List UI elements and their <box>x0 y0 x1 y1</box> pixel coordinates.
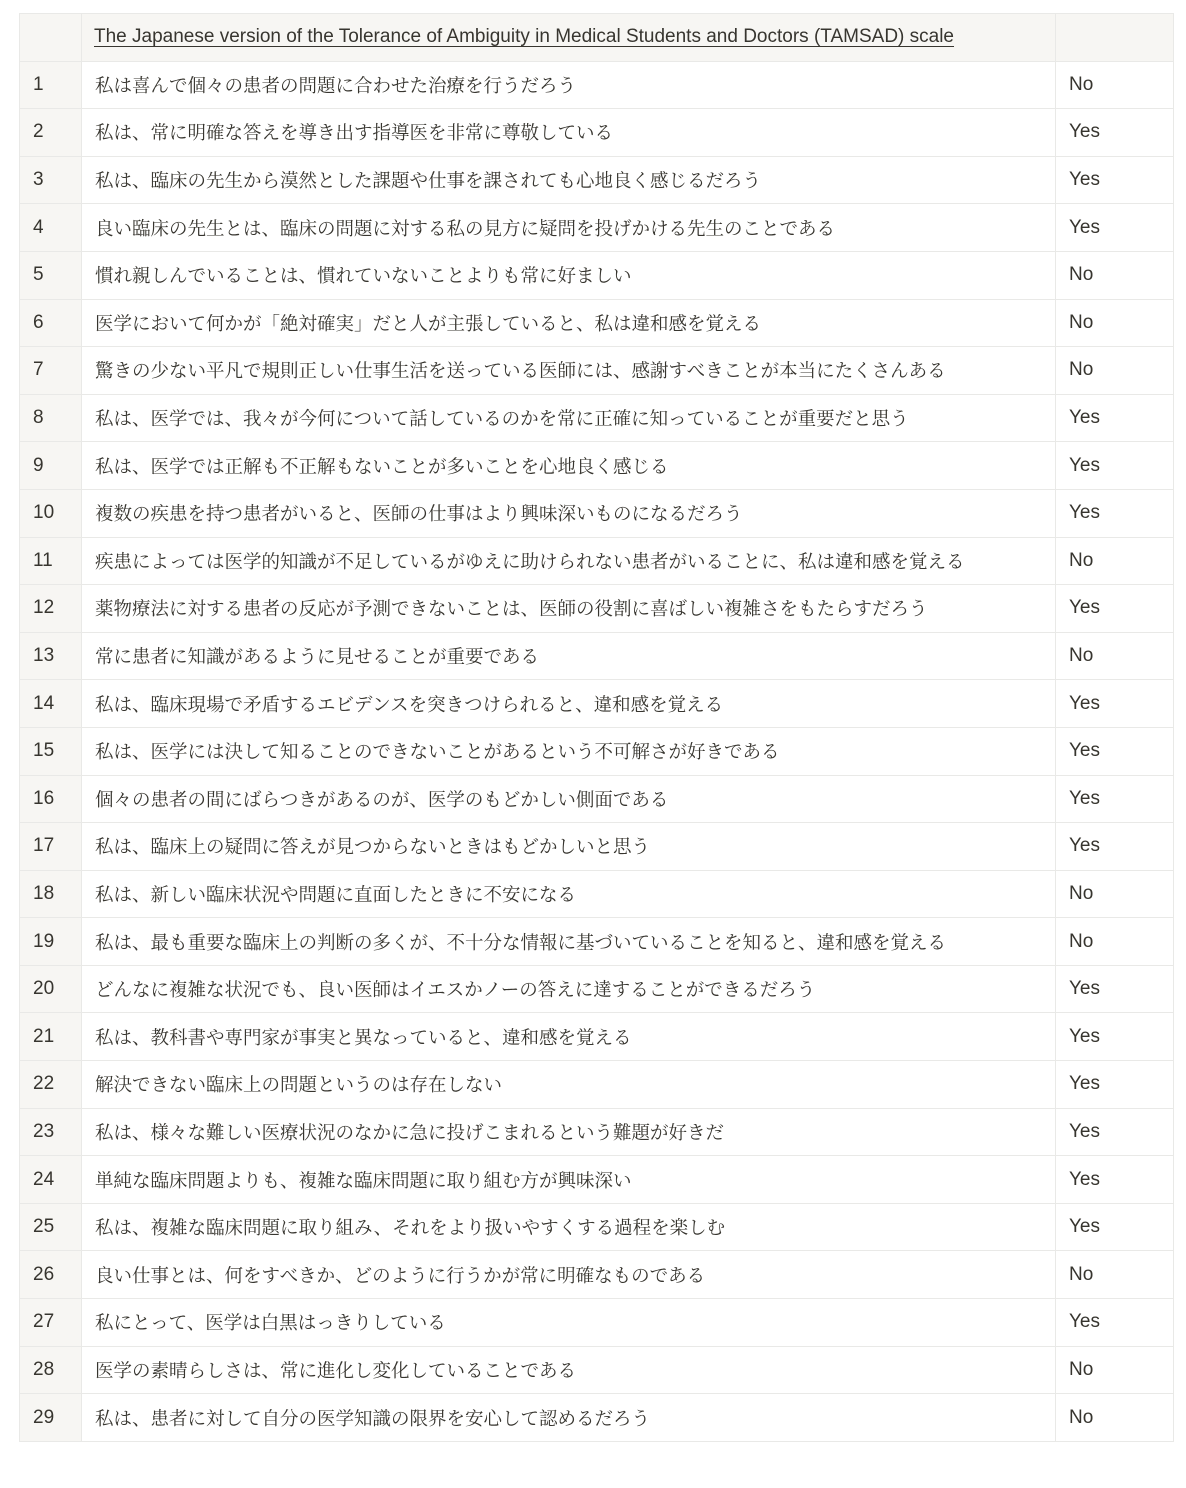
table-row <box>20 918 1174 966</box>
table-row <box>20 442 1174 490</box>
table-row <box>20 394 1174 442</box>
table-row <box>20 109 1174 157</box>
row-number-cell[interactable]: 29 <box>20 1394 82 1442</box>
answer-cell[interactable]: No <box>1056 299 1174 347</box>
row-number-cell[interactable]: 23 <box>20 1108 82 1156</box>
item-text-cell[interactable]: 個々の患者の間にばらつきがあるのが、医学のもどかしい側面である <box>82 775 1056 823</box>
table-row <box>20 204 1174 252</box>
table-row <box>20 632 1174 680</box>
answer-cell[interactable]: Yes <box>1056 442 1174 490</box>
answer-cell[interactable]: No <box>1056 61 1174 109</box>
answer-cell[interactable]: Yes <box>1056 585 1174 633</box>
row-number-cell[interactable]: 8 <box>20 394 82 442</box>
table-row <box>20 156 1174 204</box>
answer-cell[interactable]: Yes <box>1056 1108 1174 1156</box>
table-title: The Japanese version of the Tolerance of Ambiguity in Medical Students and Doctors (TAMSAD) scale <box>94 26 955 48</box>
row-number-cell[interactable]: 27 <box>20 1299 82 1347</box>
item-text-cell[interactable]: 良い臨床の先生とは、臨床の問題に対する私の見方に疑問を投げかける先生のことである <box>82 204 1056 252</box>
answer-cell[interactable]: No <box>1056 870 1174 918</box>
row-number-cell[interactable]: 28 <box>20 1346 82 1394</box>
answer-cell[interactable]: No <box>1056 537 1174 585</box>
item-text-cell[interactable]: 複数の疾患を持つ患者がいると、医師の仕事はより興味深いものになるだろう <box>82 489 1056 537</box>
table-row <box>20 489 1174 537</box>
table-row <box>20 1203 1174 1251</box>
row-number-cell[interactable]: 20 <box>20 965 82 1013</box>
item-text-cell[interactable]: 私にとって、医学は白黒はっきりしている <box>82 1299 1056 1347</box>
answer-cell[interactable]: Yes <box>1056 109 1174 157</box>
header-num-cell[interactable] <box>20 14 82 62</box>
row-number-cell[interactable]: 7 <box>20 347 82 395</box>
row-number-cell[interactable]: 13 <box>20 632 82 680</box>
row-number-cell[interactable]: 15 <box>20 727 82 775</box>
table-row <box>20 1061 1174 1109</box>
row-number-cell[interactable]: 18 <box>20 870 82 918</box>
answer-cell[interactable]: No <box>1056 1251 1174 1299</box>
answer-cell[interactable]: Yes <box>1056 1061 1174 1109</box>
item-text-cell[interactable]: どんなに複雑な状況でも、良い医師はイエスかノーの答えに達することができるだろう <box>82 965 1056 1013</box>
answer-cell[interactable]: No <box>1056 632 1174 680</box>
table-row <box>20 1108 1174 1156</box>
item-text-cell[interactable]: 医学において何かが「絶対確実」だと人が主張していると、私は違和感を覚える <box>82 299 1056 347</box>
row-number-cell[interactable]: 26 <box>20 1251 82 1299</box>
row-number-cell[interactable]: 11 <box>20 537 82 585</box>
answer-cell[interactable]: Yes <box>1056 727 1174 775</box>
item-text-cell[interactable]: 常に患者に知識があるように見せることが重要である <box>82 632 1056 680</box>
answer-cell[interactable]: Yes <box>1056 1013 1174 1061</box>
table-row <box>20 299 1174 347</box>
header-item-cell[interactable] <box>82 14 1056 62</box>
table-row <box>20 1346 1174 1394</box>
item-text-cell[interactable]: 解決できない臨床上の問題というのは存在しない <box>82 1061 1056 1109</box>
answer-cell[interactable]: No <box>1056 918 1174 966</box>
answer-cell[interactable]: Yes <box>1056 489 1174 537</box>
answer-cell[interactable]: Yes <box>1056 965 1174 1013</box>
table-row <box>20 823 1174 871</box>
row-number-cell[interactable]: 25 <box>20 1203 82 1251</box>
answer-cell[interactable]: Yes <box>1056 1203 1174 1251</box>
row-number-cell[interactable]: 19 <box>20 918 82 966</box>
row-number-cell[interactable]: 14 <box>20 680 82 728</box>
row-number-cell[interactable]: 3 <box>20 156 82 204</box>
item-text-cell[interactable]: 私は、様々な難しい医療状況のなかに急に投げこまれるという難題が好きだ <box>82 1108 1056 1156</box>
item-text-cell[interactable]: 私は、臨床現場で矛盾するエビデンスを突きつけられると、違和感を覚える <box>82 680 1056 728</box>
item-text-cell[interactable]: 私は、教科書や専門家が事実と異なっていると、違和感を覚える <box>82 1013 1056 1061</box>
table-row <box>20 1394 1174 1442</box>
table-row <box>20 251 1174 299</box>
table-row <box>20 680 1174 728</box>
row-number-cell[interactable]: 2 <box>20 109 82 157</box>
table-header-row <box>20 14 1174 62</box>
item-text-cell[interactable]: 私は、新しい臨床状況や問題に直面したときに不安になる <box>82 870 1056 918</box>
row-number-cell[interactable]: 1 <box>20 61 82 109</box>
row-number-cell[interactable]: 6 <box>20 299 82 347</box>
answer-cell[interactable]: No <box>1056 251 1174 299</box>
item-text-cell[interactable]: 私は、最も重要な臨床上の判断の多くが、不十分な情報に基づいていることを知ると、違和感を覚える <box>82 918 1056 966</box>
answer-cell[interactable]: Yes <box>1056 823 1174 871</box>
item-text-cell[interactable]: 慣れ親しんでいることは、慣れていないことよりも常に好ましい <box>82 251 1056 299</box>
answer-cell[interactable]: No <box>1056 1394 1174 1442</box>
answer-cell[interactable]: Yes <box>1056 1299 1174 1347</box>
item-text-cell[interactable]: 医学の素晴らしさは、常に進化し変化していることである <box>82 1346 1056 1394</box>
table-row <box>20 537 1174 585</box>
table-row <box>20 347 1174 395</box>
item-text-cell[interactable]: 私は、医学では正解も不正解もないことが多いことを心地良く感じる <box>82 442 1056 490</box>
row-number-cell[interactable]: 5 <box>20 251 82 299</box>
answer-cell[interactable]: No <box>1056 1346 1174 1394</box>
row-number-cell[interactable]: 10 <box>20 489 82 537</box>
row-number-cell[interactable]: 24 <box>20 1156 82 1204</box>
row-number-cell[interactable]: 17 <box>20 823 82 871</box>
answer-cell[interactable]: Yes <box>1056 1156 1174 1204</box>
item-text-cell[interactable]: 私は、医学では、我々が今何について話しているのかを常に正確に知っていることが重要だと思う <box>82 394 1056 442</box>
table-row <box>20 727 1174 775</box>
row-number-cell[interactable]: 21 <box>20 1013 82 1061</box>
table-row <box>20 1251 1174 1299</box>
table-body <box>20 61 1174 1441</box>
item-text-cell[interactable]: 私は、臨床の先生から漠然とした課題や仕事を課されても心地良く感じるだろう <box>82 156 1056 204</box>
row-number-cell[interactable]: 4 <box>20 204 82 252</box>
item-text-cell[interactable]: 良い仕事とは、何をすべきか、どのように行うかが常に明確なものである <box>82 1251 1056 1299</box>
tamsad-table-container <box>19 13 1173 1442</box>
table-row <box>20 1013 1174 1061</box>
row-number-cell[interactable]: 12 <box>20 585 82 633</box>
item-text-cell[interactable]: 私は、臨床上の疑問に答えが見つからないときはもどかしいと思う <box>82 823 1056 871</box>
header-answer-cell[interactable] <box>1056 14 1174 62</box>
row-number-cell[interactable]: 22 <box>20 1061 82 1109</box>
table-row <box>20 585 1174 633</box>
table-row <box>20 61 1174 109</box>
table-row <box>20 775 1174 823</box>
row-number-cell[interactable]: 9 <box>20 442 82 490</box>
table-row <box>20 1156 1174 1204</box>
answer-cell[interactable]: No <box>1056 347 1174 395</box>
item-text-cell[interactable]: 私は、常に明確な答えを導き出す指導医を非常に尊敬している <box>82 109 1056 157</box>
item-text-cell[interactable]: 単純な臨床問題よりも、複雑な臨床問題に取り組む方が興味深い <box>82 1156 1056 1204</box>
tamsad-table <box>19 13 1174 1442</box>
item-text-cell[interactable]: 疾患によっては医学的知識が不足しているがゆえに助けられない患者がいることに、私は違和感を覚える <box>82 537 1056 585</box>
table-row <box>20 965 1174 1013</box>
answer-cell[interactable]: Yes <box>1056 156 1174 204</box>
item-text-cell[interactable]: 私は、患者に対して自分の医学知識の限界を安心して認めるだろう <box>82 1394 1056 1442</box>
answer-cell[interactable]: Yes <box>1056 394 1174 442</box>
item-text-cell[interactable]: 私は喜んで個々の患者の問題に合わせた治療を行うだろう <box>82 61 1056 109</box>
item-text-cell[interactable]: 私は、複雑な臨床問題に取り組み、それをより扱いやすくする過程を楽しむ <box>82 1203 1056 1251</box>
item-text-cell[interactable]: 驚きの少ない平凡で規則正しい仕事生活を送っている医師には、感謝すべきことが本当にたくさんある <box>82 347 1056 395</box>
answer-cell[interactable]: Yes <box>1056 204 1174 252</box>
table-row <box>20 870 1174 918</box>
row-number-cell[interactable]: 16 <box>20 775 82 823</box>
table-row <box>20 1299 1174 1347</box>
answer-cell[interactable]: Yes <box>1056 680 1174 728</box>
item-text-cell[interactable]: 私は、医学には決して知ることのできないことがあるという不可解さが好きである <box>82 727 1056 775</box>
item-text-cell[interactable]: 薬物療法に対する患者の反応が予測できないことは、医師の役割に喜ばしい複雑さをもたらすだろう <box>82 585 1056 633</box>
answer-cell[interactable]: Yes <box>1056 775 1174 823</box>
